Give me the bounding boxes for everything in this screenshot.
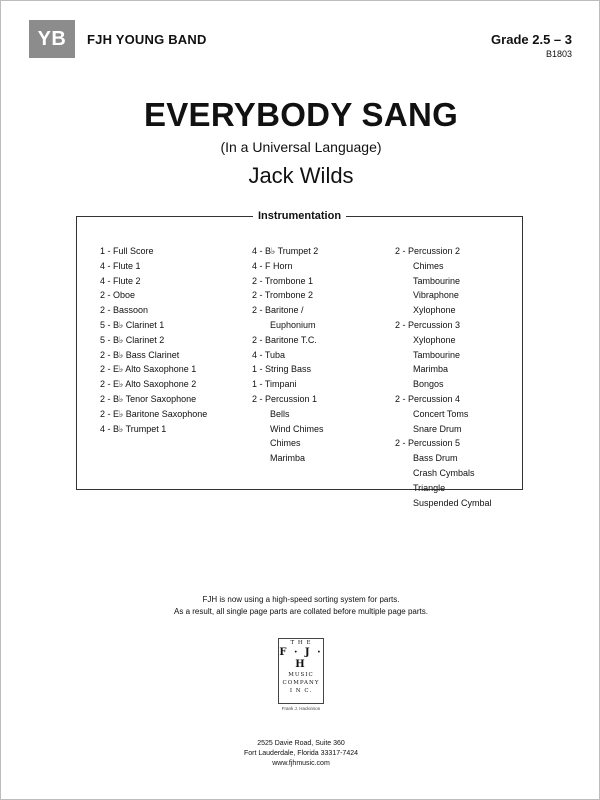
publisher-address: [1, 739, 600, 769]
instrumentation-heading-text: Instrumentation: [253, 210, 346, 222]
instrumentation-sub-item: Suspended Cymbal: [413, 497, 492, 508]
instrumentation-sub-item: Tambourine: [413, 275, 461, 286]
instrumentation-sub-item: Bells: [270, 408, 290, 419]
instrumentation-column-1: [100, 244, 207, 436]
instrumentation-column-3: [395, 244, 492, 510]
instrumentation-item: 2 - B♭ Tenor Saxophone: [100, 393, 197, 404]
instrumentation-heading: [77, 209, 522, 223]
instrumentation-item: 2 - E♭ Alto Saxophone 2: [100, 379, 197, 390]
address-line-2: Fort Lauderdale, Florida 33317-7424: [243, 750, 359, 757]
grade-level: Grade 2.5 – 3: [491, 32, 572, 47]
sorting-note-line-2: As a result, all single page parts are collated before multiple page parts.: [174, 607, 428, 616]
instrumentation-sub-item: Chimes: [413, 260, 444, 271]
piece-subtitle: (In a Universal Language): [220, 139, 382, 155]
instrumentation-item: 2 - Percussion 3: [395, 319, 461, 330]
instrumentation-item: 2 - Percussion 5: [395, 438, 461, 449]
instrumentation-sub-item: Xylophone: [413, 305, 456, 316]
instrumentation-box: [76, 210, 523, 508]
instrumentation-sub-item: Crash Cymbals: [413, 467, 475, 478]
instrumentation-item: 2 - Bassoon: [100, 305, 149, 316]
instrumentation-sub-item: Tambourine: [413, 349, 461, 360]
instrumentation-item: 4 - Flute 1: [100, 260, 141, 271]
instrumentation-sub-item: Concert Toms: [413, 408, 469, 419]
sorting-note: [1, 594, 600, 618]
logo-credit: Frank J. Hackinson: [281, 706, 321, 711]
address-line-3: www.fjhmusic.com: [272, 760, 330, 767]
instrumentation-item: 2 - Baritone /: [252, 305, 304, 316]
instrumentation-item: 2 - Percussion 1: [252, 393, 318, 404]
catalog-number: B1803: [545, 49, 572, 59]
instrumentation-item: 2 - Percussion 4: [395, 393, 461, 404]
logo-line-3: MUSIC: [288, 672, 314, 678]
instrumentation-sub-item: Bongos: [413, 379, 444, 390]
instrumentation-item: 2 - Baritone T.C.: [252, 334, 317, 345]
instrumentation-item: 4 - B♭ Trumpet 1: [100, 423, 167, 434]
instrumentation-sub-item: Bass Drum: [413, 453, 458, 464]
fjh-logo: [278, 638, 324, 704]
logo-line-4: COMPANY: [282, 680, 320, 686]
instrumentation-sub-item: Wind Chimes: [270, 423, 324, 434]
address-line-1: 2525 Davie Road, Suite 360: [257, 740, 345, 747]
instrumentation-item: 4 - Flute 2: [100, 275, 141, 286]
instrumentation-item: 2 - Percussion 2: [395, 246, 461, 256]
composer-name: Jack Wilds: [248, 163, 354, 188]
instrumentation-item: 2 - E♭ Alto Saxophone 1: [100, 364, 197, 375]
sorting-note-line-1: FJH is now using a high-speed sorting system for parts.: [202, 595, 400, 604]
instrumentation-sub-item: Triangle: [413, 482, 446, 493]
logo-line-5: I N C.: [289, 688, 313, 694]
instrumentation-sub-item: Euphonium: [270, 319, 316, 330]
instrumentation-item: 2 - B♭ Bass Clarinet: [100, 349, 180, 360]
logo-line-1: T H E: [290, 640, 312, 646]
instrumentation-sub-item: Marimba: [270, 453, 306, 464]
instrumentation-sub-item: Xylophone: [413, 334, 456, 345]
young-band-badge: YB: [29, 20, 75, 58]
instrumentation-item: 1 - String Bass: [252, 364, 312, 375]
instrumentation-item: 4 - B♭ Trumpet 2: [252, 246, 319, 256]
instrumentation-item: 5 - B♭ Clarinet 2: [100, 334, 165, 345]
instrumentation-sub-item: Chimes: [270, 438, 301, 449]
logo-line-2: F · J · H: [279, 647, 323, 670]
series-name: FJH YOUNG BAND: [87, 32, 207, 47]
instrumentation-sub-item: Vibraphone: [413, 290, 459, 301]
instrumentation-sub-item: Marimba: [413, 364, 449, 375]
piece-title: EVERYBODY SANG: [143, 96, 459, 133]
instrumentation-item: 1 - Timpani: [252, 379, 297, 390]
instrumentation-item: 4 - F Horn: [252, 260, 293, 271]
instrumentation-sub-item: Snare Drum: [413, 423, 462, 434]
instrumentation-item: 4 - Tuba: [252, 349, 286, 360]
instrumentation-item: 5 - B♭ Clarinet 1: [100, 319, 165, 330]
instrumentation-item: 2 - Oboe: [100, 290, 136, 301]
instrumentation-item: 1 - Full Score: [100, 246, 154, 256]
instrumentation-column-2: [252, 244, 324, 466]
instrumentation-item: 2 - Trombone 1: [252, 275, 314, 286]
instrumentation-item: 2 - E♭ Baritone Saxophone: [100, 408, 208, 419]
instrumentation-item: 2 - Trombone 2: [252, 290, 314, 301]
